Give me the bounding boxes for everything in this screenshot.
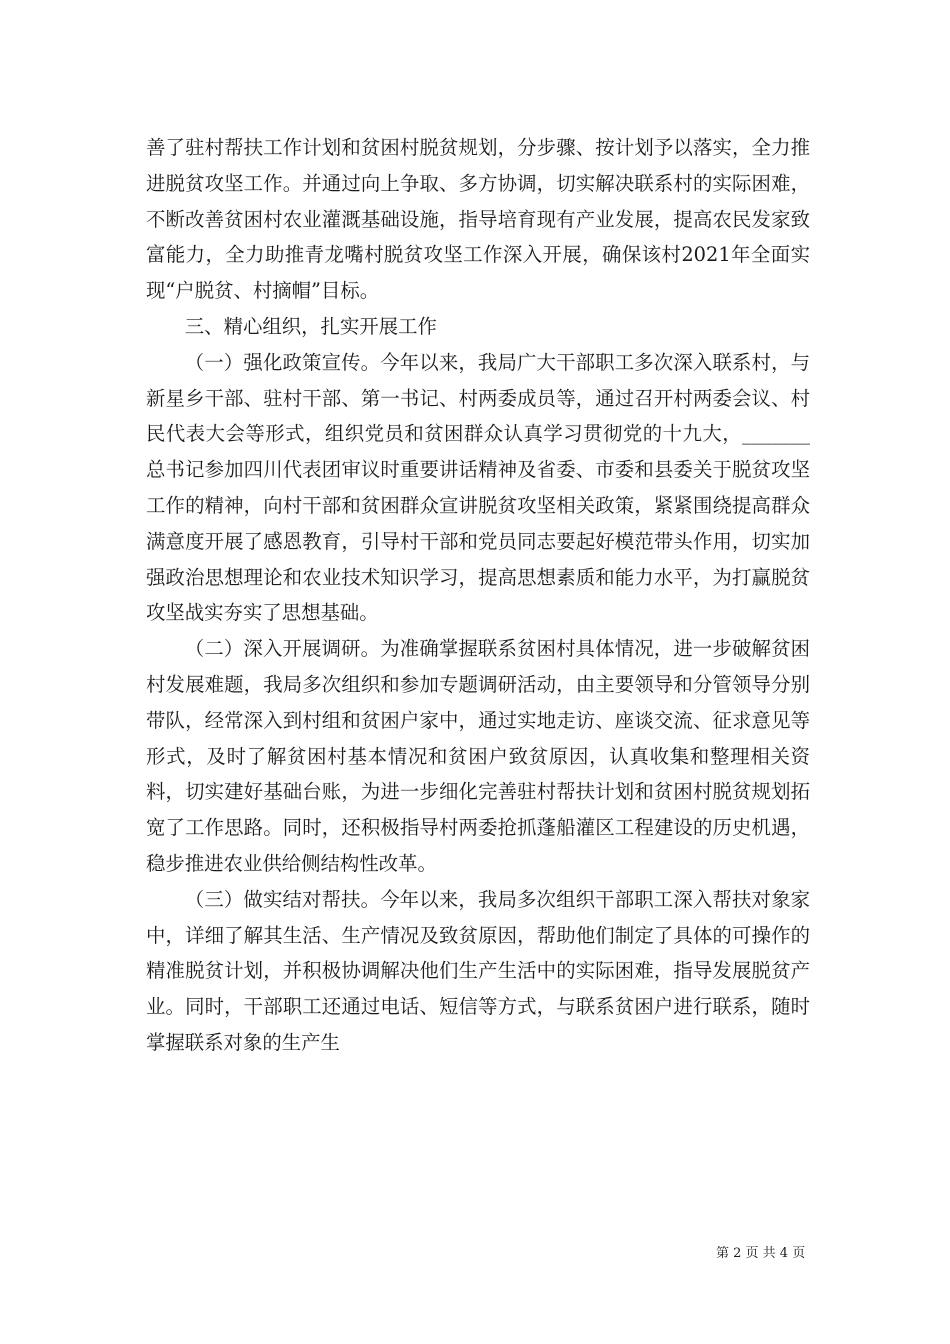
document-body <box>146 130 810 1061</box>
paragraph-research: （二）深入开展调研。为准确掌握联系贫困村具体情况，进一步破解贫困村发展难题，我局多次组织和参加专题调研活动，由主要领导和分管领导分别带队，经常深入到村组和贫困户家中，通过实地走访、座谈交流、征求意见等形式，及时了解贫困村基本情况和贫困户致贫原因，认真收集和整理相关资料，切实建好基础台账，为进一步细化完善驻村帮扶计划和贫困村脱贫规划拓宽了工作思路。同时，还积极指导村两委抢抓蓬船灌区工程建设的历史机遇，稳步推进农业供给侧结构性改革。 <box>146 637 810 875</box>
paragraph-continuation: 善了驻村帮扶工作计划和贫困村脱贫规划，分步骤、按计划予以落实，全力推进脱贫攻坚工作。并通过向上争取、多方协调，切实解决联系村的实际困难，不断改善贫困村农业灌溉基础设施，指导培育现有产业发展，提高农民发家致富能力，全力助推青龙嘴村脱贫攻坚工作深入开展，确保该村2021年全面实现“户脱贫、村摘帽”目标。 <box>146 136 810 303</box>
paragraph-pairing-assistance: （三）做实结对帮扶。今年以来，我局多次组织干部职工深入帮扶对象家中，详细了解其生活、生产情况及致贫原因，帮助他们制定了具体的可操作的精准脱贫计划，并积极协调解决他们生产生活中的实际困难，指导发展脱贫产业。同时，干部职工还通过电话、短信等方式，与联系贫困户进行联系，随时掌握联系对象的生产生 <box>146 887 810 1054</box>
paragraph-policy-publicity: （一）强化政策宣传。今年以来，我局广大干部职工多次深入联系村，与新星乡干部、驻村干部、第一书记、村两委成员等，通过召开村两委会议、村民代表大会等形式，组织党员和贫困群众认真学习贯彻党的十九大，_______总书记参加四川代表团审议时重要讲话精神及省委、市委和县委关于脱贫攻坚工作的精神，向村干部和贫困群众宣讲脱贫攻坚相关政策，紧紧围绕提高群众满意度开展了感恩教育，引导村干部和党员同志要起好模范带头作用，切实加强政治思想理论和农业技术知识学习，提高思想素质和能力水平，为打赢脱贫攻坚战实夯实了思想基础。 <box>146 350 810 625</box>
section-heading: 三、精心组织，扎实开展工作 <box>184 314 437 338</box>
page-number-footer: 第 2 页 共 4 页 <box>716 1246 806 1261</box>
